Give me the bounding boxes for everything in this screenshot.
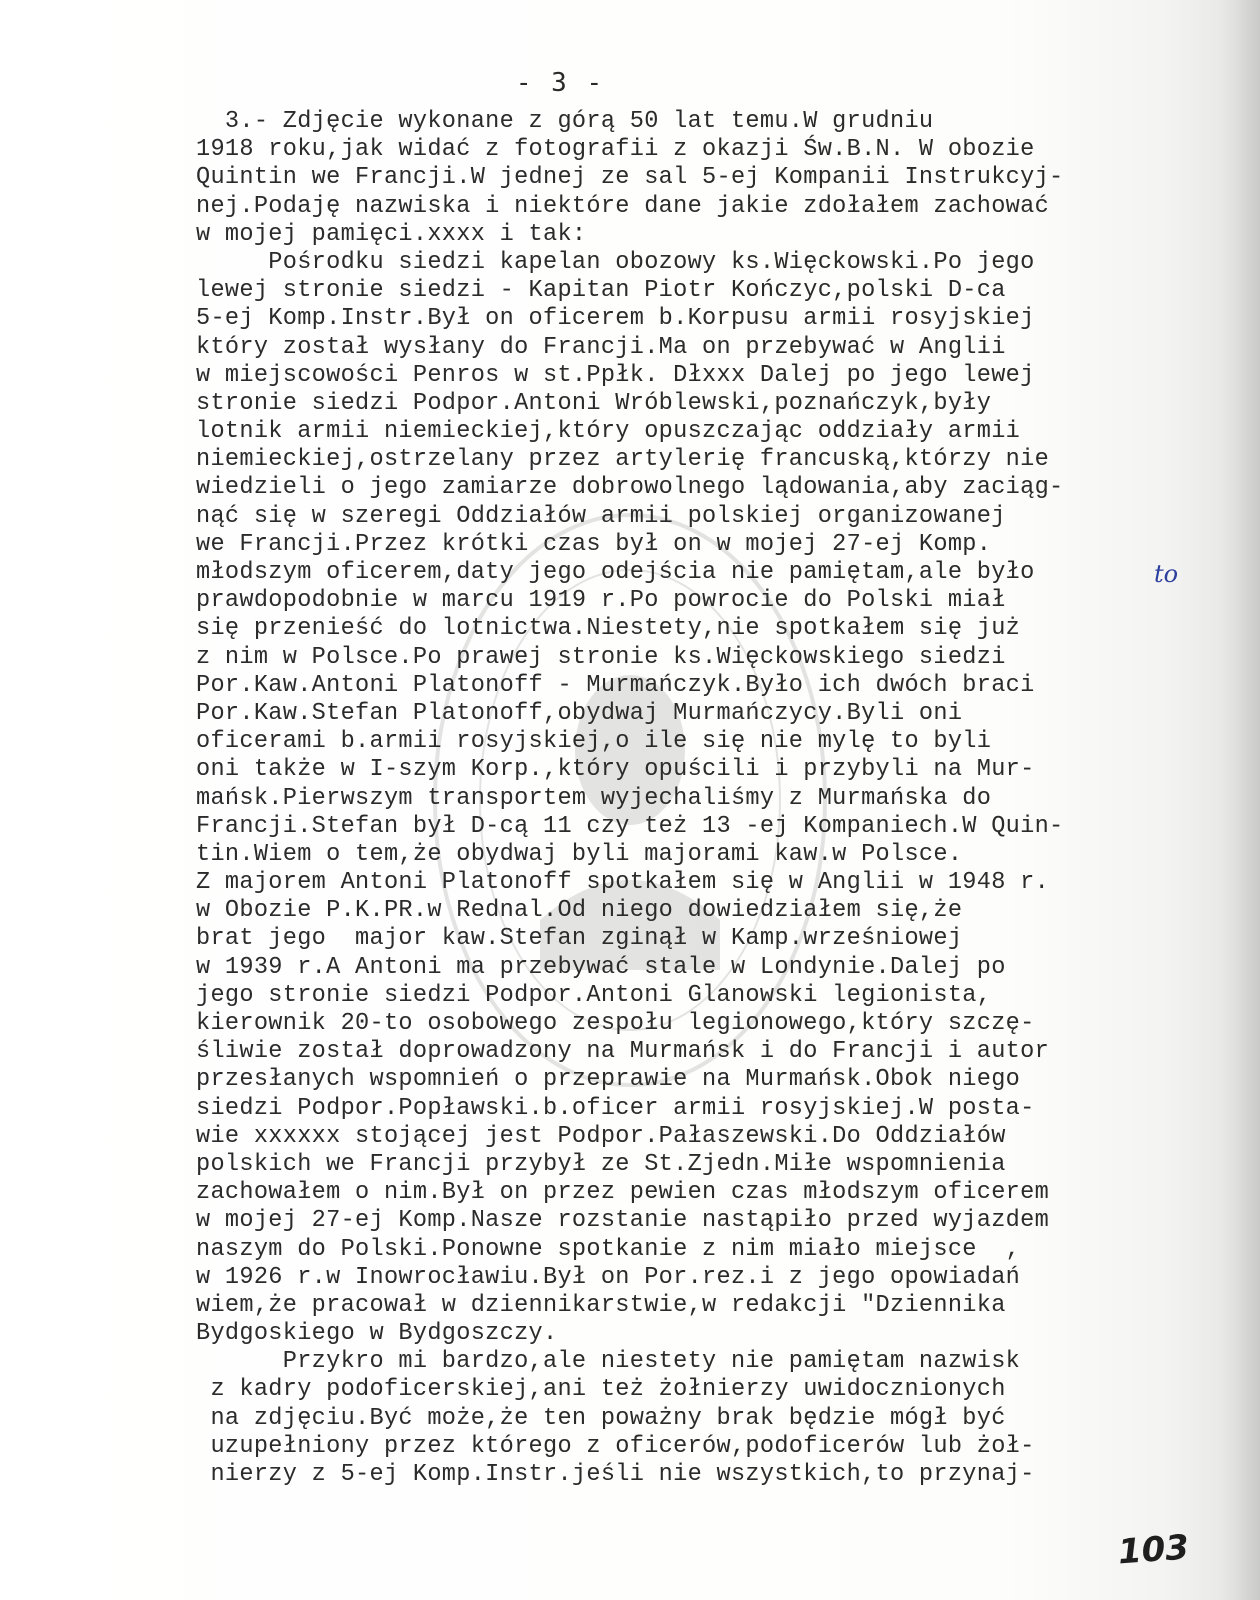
text-line: Pośrodku siedzi kapelan obozowy ks.Więckowski.Po jego: [196, 248, 1035, 276]
text-line: oni także w I-szym Korp.,który opuścili i przybyli na Mur-: [196, 756, 1035, 784]
text-line: w Obozie P.K.PR.w Rednal.Od niego dowiedziałem się,że: [196, 897, 963, 925]
text-line: mańsk.Pierwszym transportem wyjechaliśmy z Murmańska do: [196, 784, 992, 812]
text-line: przesłanych wspomnień o przeprawie na Murmańsk.Obok niego: [196, 1066, 1021, 1094]
text-line: Przykro mi bardzo,ale niestety nie pamiętam nazwisk: [196, 1348, 1021, 1376]
text-line: 1918 roku,jak widać z fotografii z okazji Św.B.N. W obozie: [196, 136, 1035, 164]
text-line: wiem,że pracował w dziennikarstwie,w redakcji "Dziennika: [196, 1291, 1006, 1319]
text-line: młodszym oficerem,daty jego odejścia nie pamiętam,ale było: [196, 559, 1035, 586]
text-line: Quintin we Francji.W jednej ze sal 5-ej Kompanii Instrukcyj-: [196, 164, 1064, 192]
text-line: 3.- Zdjęcie wykonane z górą 50 lat temu.W grudniu: [196, 108, 934, 135]
text-line: w mojej pamięci.xxxx i tak:: [196, 220, 587, 248]
text-line: Bydgoskiego w Bydgoszczy.: [196, 1320, 558, 1348]
page-number-top: - 3 -: [515, 68, 605, 98]
text-line: 5-ej Komp.Instr.Był on oficerem b.Korpusu armii rosyjskiej: [196, 305, 1035, 333]
text-line: jego stronie siedzi Podpor.Antoni Glanowski legionista,: [196, 981, 992, 1009]
text-line: Por.Kaw.Stefan Platonoff,obydwaj Murmańczycy.Byli oni: [196, 699, 963, 727]
page-edge-shadow: [1220, 0, 1260, 1600]
text-line: brat jego major kaw.Stefan zginął w Kamp.wrześniowej: [196, 925, 963, 953]
text-line: we Francji.Przez krótki czas był on w mojej 27-ej Komp.: [196, 530, 992, 558]
text-line: niemieckiej,ostrzelany przez artylerię francuską,którzy nie: [196, 446, 1050, 474]
text-line: lewej stronie siedzi - Kapitan Piotr Kończyc,polski D-ca: [196, 277, 1006, 305]
text-line: nej.Podaję nazwiska i niektóre dane jakie zdołałem zachować: [196, 192, 1050, 220]
text-line: zachowałem o nim.Był on przez pewien czas młodszym oficerem: [196, 1179, 1050, 1207]
text-line: w mojej 27-ej Komp.Nasze rozstanie nastąpiło przed wyjazdem: [196, 1207, 1050, 1235]
text-line: w miejscowości Penros w st.Ppłk. Dłxxx Dalej po jego lewej: [196, 361, 1035, 389]
typed-letter-body: [196, 108, 1196, 1489]
text-line: na zdjęciu.Być może,że ten poważny brak będzie mógł być: [196, 1404, 1006, 1432]
text-line: w 1939 r.A Antoni ma przebywać stale w Londynie.Dalej po: [196, 953, 1006, 981]
text-line: lotnik armii niemieckiej,który opuszczając oddziały armii: [196, 418, 1021, 446]
text-line: polskich we Francji przybył ze St.Zjedn.Miłe wspomnienia: [196, 1150, 1006, 1178]
text-line: który został wysłany do Francji.Ma on przebywać w Anglii: [196, 333, 1006, 361]
handwritten-margin-annotation: to: [1154, 560, 1179, 588]
text-line: nierzy z 5-ej Komp.Instr.jeśli nie wszystkich,to przynaj-: [196, 1461, 1035, 1488]
text-line: z kadry podoficerskiej,ani też żołnierzy uwidocznionych: [196, 1376, 1006, 1404]
text-line: uzupełniony przez którego z oficerów,podoficerów lub żoł-: [196, 1432, 1035, 1460]
text-line: się przenieść do lotnictwa.Niestety,nie spotkałem się już: [196, 615, 1021, 643]
text-line: naszym do Polski.Ponowne spotkanie z nim miało miejsce ,: [196, 1235, 1021, 1263]
text-line: nąć się w szeregi Oddziałów armii polskiej organizowanej: [196, 502, 1006, 530]
text-line: tin.Wiem o tem,że obydwaj byli majorami kaw.w Polsce.: [196, 840, 963, 868]
text-line: w 1926 r.w Inowrocławiu.Był on Por.rez.i z jego opowiadań: [196, 1263, 1021, 1291]
text-line: Por.Kaw.Antoni Platonoff - Murmańczyk.Było ich dwóch braci: [196, 671, 1035, 699]
text-line: Francji.Stefan był D-cą 11 czy też 13 -ej Kompaniech.W Quin-: [196, 812, 1064, 840]
text-line: oficerami b.armii rosyjskiej,o ile się nie mylę to byli: [196, 728, 992, 756]
text-line: z nim w Polsce.Po prawej stronie ks.Więckowskiego siedzi: [196, 643, 1006, 671]
text-line: prawdopodobnie w marcu 1919 r.Po powrocie do Polski miał: [196, 587, 1006, 615]
text-line: stronie siedzi Podpor.Antoni Wróblewski,poznańczyk,były: [196, 389, 992, 417]
text-line: wie xxxxxx stojącej jest Podpor.Pałaszewski.Do Oddziałów: [196, 1122, 1006, 1150]
text-line: śliwie został doprowadzony na Murmańsk i do Francji i autor: [196, 1038, 1050, 1066]
text-line: wiedzieli o jego zamiarze dobrowolnego lądowania,aby zaciąg-: [196, 474, 1064, 502]
text-line: kierownik 20-to osobowego zespołu legionowego,który szczę-: [196, 1010, 1035, 1037]
text-line: siedzi Podpor.Popławski.b.oficer armii rosyjskiej.W posta-: [196, 1094, 1035, 1122]
handwritten-folio-number: 103: [1116, 1527, 1191, 1573]
text-line: Z majorem Antoni Platonoff spotkałem się w Anglii w 1948 r.: [196, 869, 1050, 897]
